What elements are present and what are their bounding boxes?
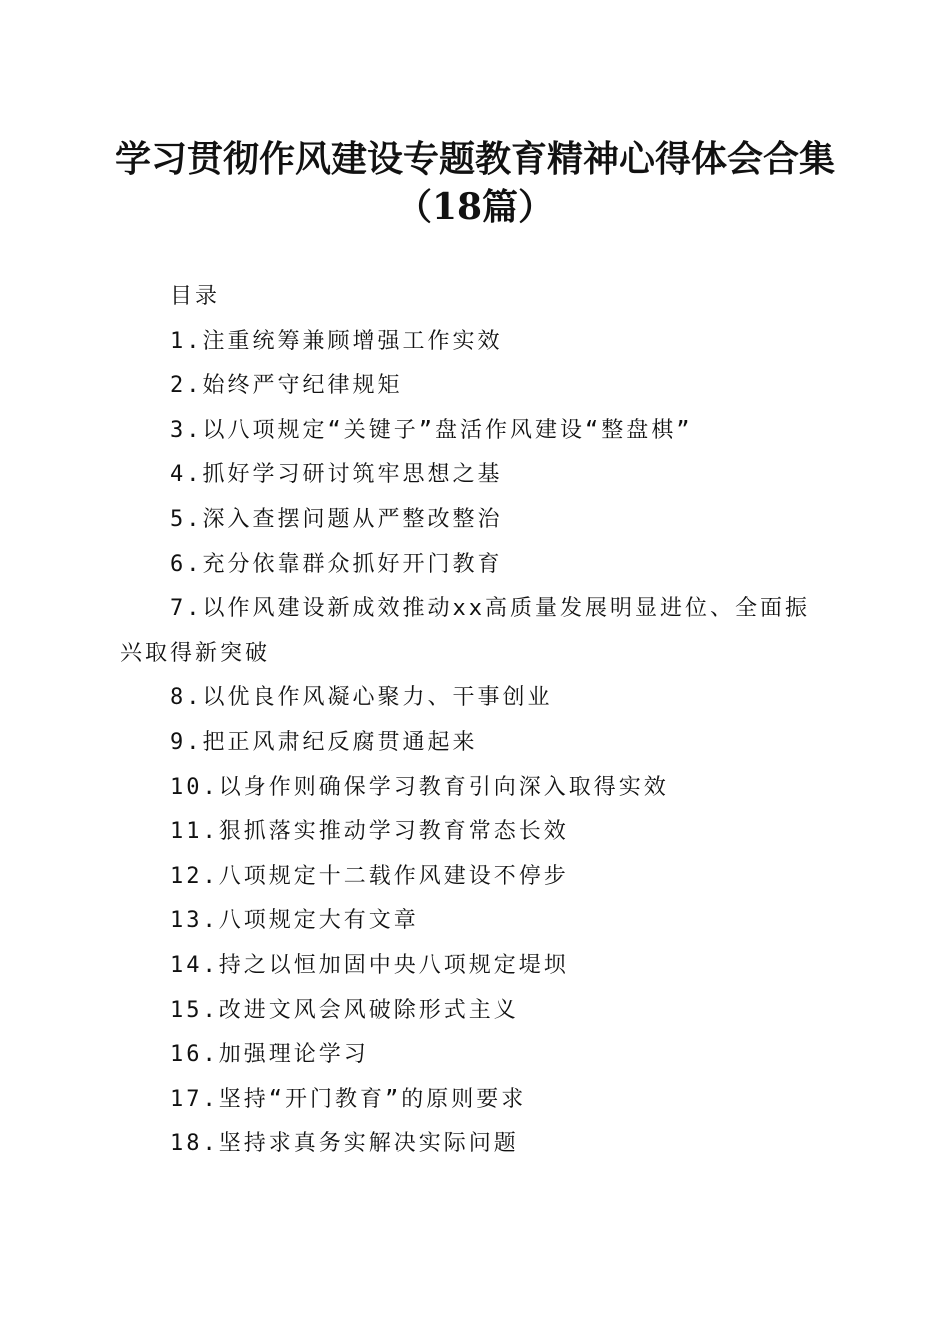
toc-item: 12.八项规定十二载作风建设不停步 [170,863,569,889]
toc-item: 11.狠抓落实推动学习教育常态长效 [170,819,569,845]
table-of-contents [120,275,830,1167]
toc-item: 9.把正风肃纪反腐贯通起来 [170,729,478,755]
toc-item: 15.改进文风会风破除形式主义 [170,997,519,1023]
toc-heading: 目录 [170,284,221,309]
toc-item: 8.以优良作风凝心聚力、干事创业 [170,685,553,711]
toc-item: 7.以作风建设新成效推动xx高质量发展明显进位、全面振兴取得新突破 [120,596,810,666]
toc-item: 5.深入查摆问题从严整改整治 [170,506,503,532]
toc-item: 2.始终严守纪律规矩 [170,373,403,399]
toc-item: 14.持之以恒加固中央八项规定堤坝 [170,952,569,978]
toc-item: 18.坚持求真务实解决实际问题 [170,1131,519,1157]
toc-item: 4.抓好学习研讨筑牢思想之基 [170,462,503,488]
toc-item: 17.坚持“开门教育”的原则要求 [170,1086,527,1112]
toc-item: 10.以身作则确保学习教育引向深入取得实效 [170,774,669,800]
toc-item: 3.以八项规定“关键子”盘活作风建设“整盘棋” [170,417,693,443]
toc-item: 1.注重统筹兼顾增强工作实效 [170,328,503,354]
toc-item: 6.充分依靠群众抓好开门教育 [170,551,503,577]
document-title-count: （18篇） [395,186,555,228]
toc-item: 16.加强理论学习 [170,1042,369,1068]
toc-item: 13.八项规定大有文章 [170,908,419,934]
document-title: 学习贯彻作风建设专题教育精神心得体会合集 [114,138,835,180]
